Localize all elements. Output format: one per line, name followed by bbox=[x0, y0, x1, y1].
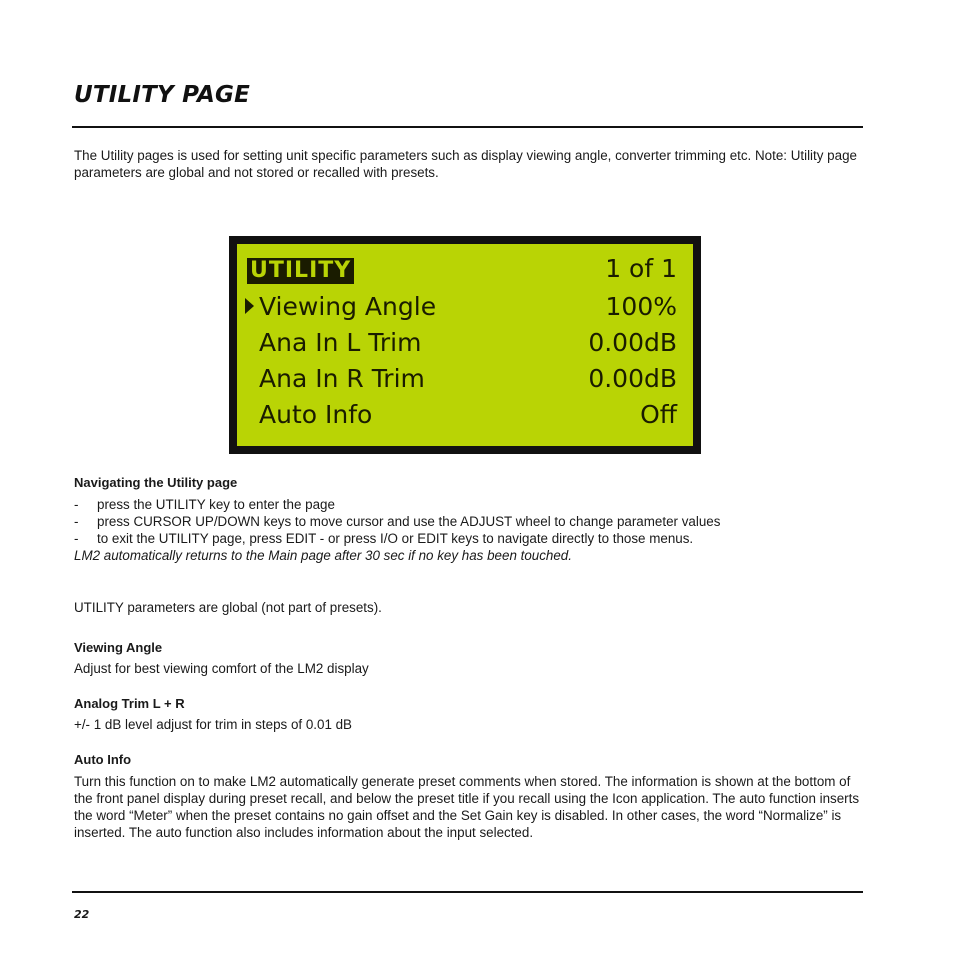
navigating-heading: Navigating the Utility page bbox=[74, 475, 238, 490]
lcd-row-label: Viewing Angle bbox=[259, 292, 437, 321]
top-divider bbox=[72, 126, 863, 128]
section-body-viewing-angle: Adjust for best viewing comfort of the LM2 display bbox=[74, 661, 369, 676]
lcd-row-viewing-angle bbox=[237, 292, 693, 326]
page-title: UTILITY PAGE bbox=[74, 82, 251, 108]
section-body-analog-trim: +/- 1 dB level adjust for trim in steps of 0.01 dB bbox=[74, 717, 352, 732]
lcd-row-ana-in-r-trim bbox=[237, 364, 693, 398]
lcd-header-row bbox=[237, 254, 693, 288]
section-heading-analog-trim: Analog Trim L + R bbox=[74, 696, 185, 711]
auto-return-note: LM2 automatically returns to the Main page after 30 sec if no key has been touched. bbox=[74, 548, 572, 563]
section-body-auto-info: Turn this function on to make LM2 automatically generate preset comments when stored. The information is shown at the bottom of the front panel display during preset recall, and below the preset title if you recall using the Icon application. The auto function inserts the word “Meter” when the preset contains no gain offset and the Set Gain key is disabled. In other cases, the word “Normalize” is inserted. The auto function also includes information about the input selected. bbox=[74, 774, 860, 840]
lcd-display bbox=[229, 236, 701, 454]
list-item: - to exit the UTILITY page, press EDIT - or press I/O or EDIT keys to navigate directly to those menus. bbox=[74, 531, 694, 546]
lcd-row-label: Auto Info bbox=[259, 400, 373, 429]
section-heading-auto-info: Auto Info bbox=[74, 752, 132, 767]
list-item: - press the UTILITY key to enter the page bbox=[74, 497, 335, 512]
section-heading-viewing-angle: Viewing Angle bbox=[74, 640, 163, 655]
lcd-row-value: 0.00dB bbox=[588, 364, 677, 393]
cursor-arrow-icon bbox=[245, 298, 254, 314]
lcd-row-label: Ana In R Trim bbox=[259, 364, 425, 393]
global-note: UTILITY parameters are global (not part of presets). bbox=[74, 600, 382, 615]
lcd-row-ana-in-l-trim bbox=[237, 328, 693, 362]
lcd-header-label: UTILITY bbox=[247, 258, 354, 284]
bottom-divider bbox=[72, 891, 863, 893]
lcd-header-page: 1 of 1 bbox=[605, 254, 677, 283]
page-number: 22 bbox=[74, 908, 90, 921]
list-item: - press CURSOR UP/DOWN keys to move cursor and use the ADJUST wheel to change parameter values bbox=[74, 514, 721, 529]
lcd-row-value: 0.00dB bbox=[588, 328, 677, 357]
lcd-row-value: 100% bbox=[605, 292, 677, 321]
lcd-row-value: Off bbox=[640, 400, 677, 429]
lcd-row-auto-info bbox=[237, 400, 693, 434]
lcd-screen bbox=[237, 244, 693, 446]
lcd-row-label: Ana In L Trim bbox=[259, 328, 422, 357]
intro-paragraph: The Utility pages is used for setting unit specific parameters such as display viewing angle, converter trimming etc. Note: Utility page parameters are global and not stored or recalled with presets. bbox=[74, 148, 857, 180]
